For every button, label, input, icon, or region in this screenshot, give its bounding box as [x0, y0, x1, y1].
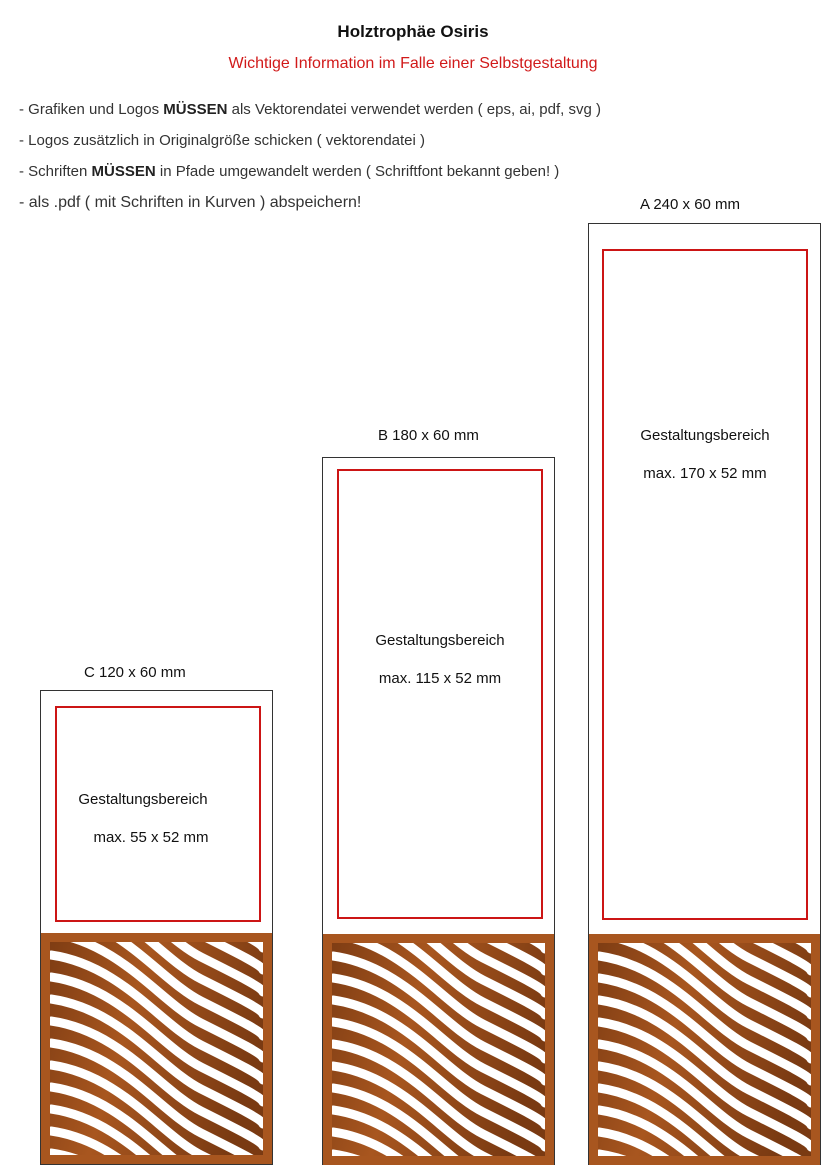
instruction-emphasis: MÜSSEN [163, 101, 228, 118]
trophy-c-area-max: max. 55 x 52 mm [93, 829, 209, 846]
trophy-c-size-label: C 120 x 60 mm [84, 664, 186, 681]
instruction-item [19, 192, 601, 223]
trophy-a-wood-pattern [589, 934, 820, 1165]
trophy-c-design-area [55, 706, 261, 922]
trophy-b-wood-pattern [323, 934, 554, 1165]
trophy-b-design-area [337, 469, 543, 919]
instruction-emphasis: MÜSSEN [91, 163, 156, 180]
instruction-text: - Grafiken und Logos [19, 101, 164, 118]
instruction-item [19, 161, 601, 192]
instruction-text: als Vektorendatei verwendet werden ( eps, ai, pdf, svg ) [227, 101, 601, 118]
trophy-b-area-max: max. 115 x 52 mm [378, 670, 502, 687]
trophy-a-area-label: Gestaltungsbereich [640, 427, 770, 444]
trophy-a [588, 223, 821, 1165]
document-title: Holztrophäe Osiris [337, 22, 489, 41]
trophy-b-area-label: Gestaltungsbereich [375, 632, 505, 649]
instruction-item [19, 130, 601, 161]
instruction-list [19, 99, 601, 223]
instruction-text: - Logos zusätzlich in Originalgröße schicken ( vektorendatei ) [19, 132, 426, 149]
trophy-b-size-label: B 180 x 60 mm [378, 427, 479, 444]
instruction-text: - als .pdf ( mit Schriften in Kurven ) abspeichern! [19, 194, 362, 211]
trophy-a-size-label: A 240 x 60 mm [640, 196, 741, 213]
document-subtitle: Wichtige Information im Falle einer Selbstgestaltung [228, 55, 598, 72]
instruction-text: - Schriften [19, 163, 92, 180]
instruction-text: in Pfade umgewandelt werden ( Schriftfont bekannt geben! ) [155, 163, 560, 180]
trophy-a-area-max: max. 170 x 52 mm [643, 465, 767, 482]
trophy-a-design-area [602, 249, 808, 920]
trophy-c-wood-pattern [41, 933, 272, 1164]
trophy-c-area-label: Gestaltungsbereich [78, 791, 208, 808]
trophy-c [40, 690, 273, 1165]
instruction-item [19, 99, 601, 130]
trophy-b [322, 457, 555, 1165]
